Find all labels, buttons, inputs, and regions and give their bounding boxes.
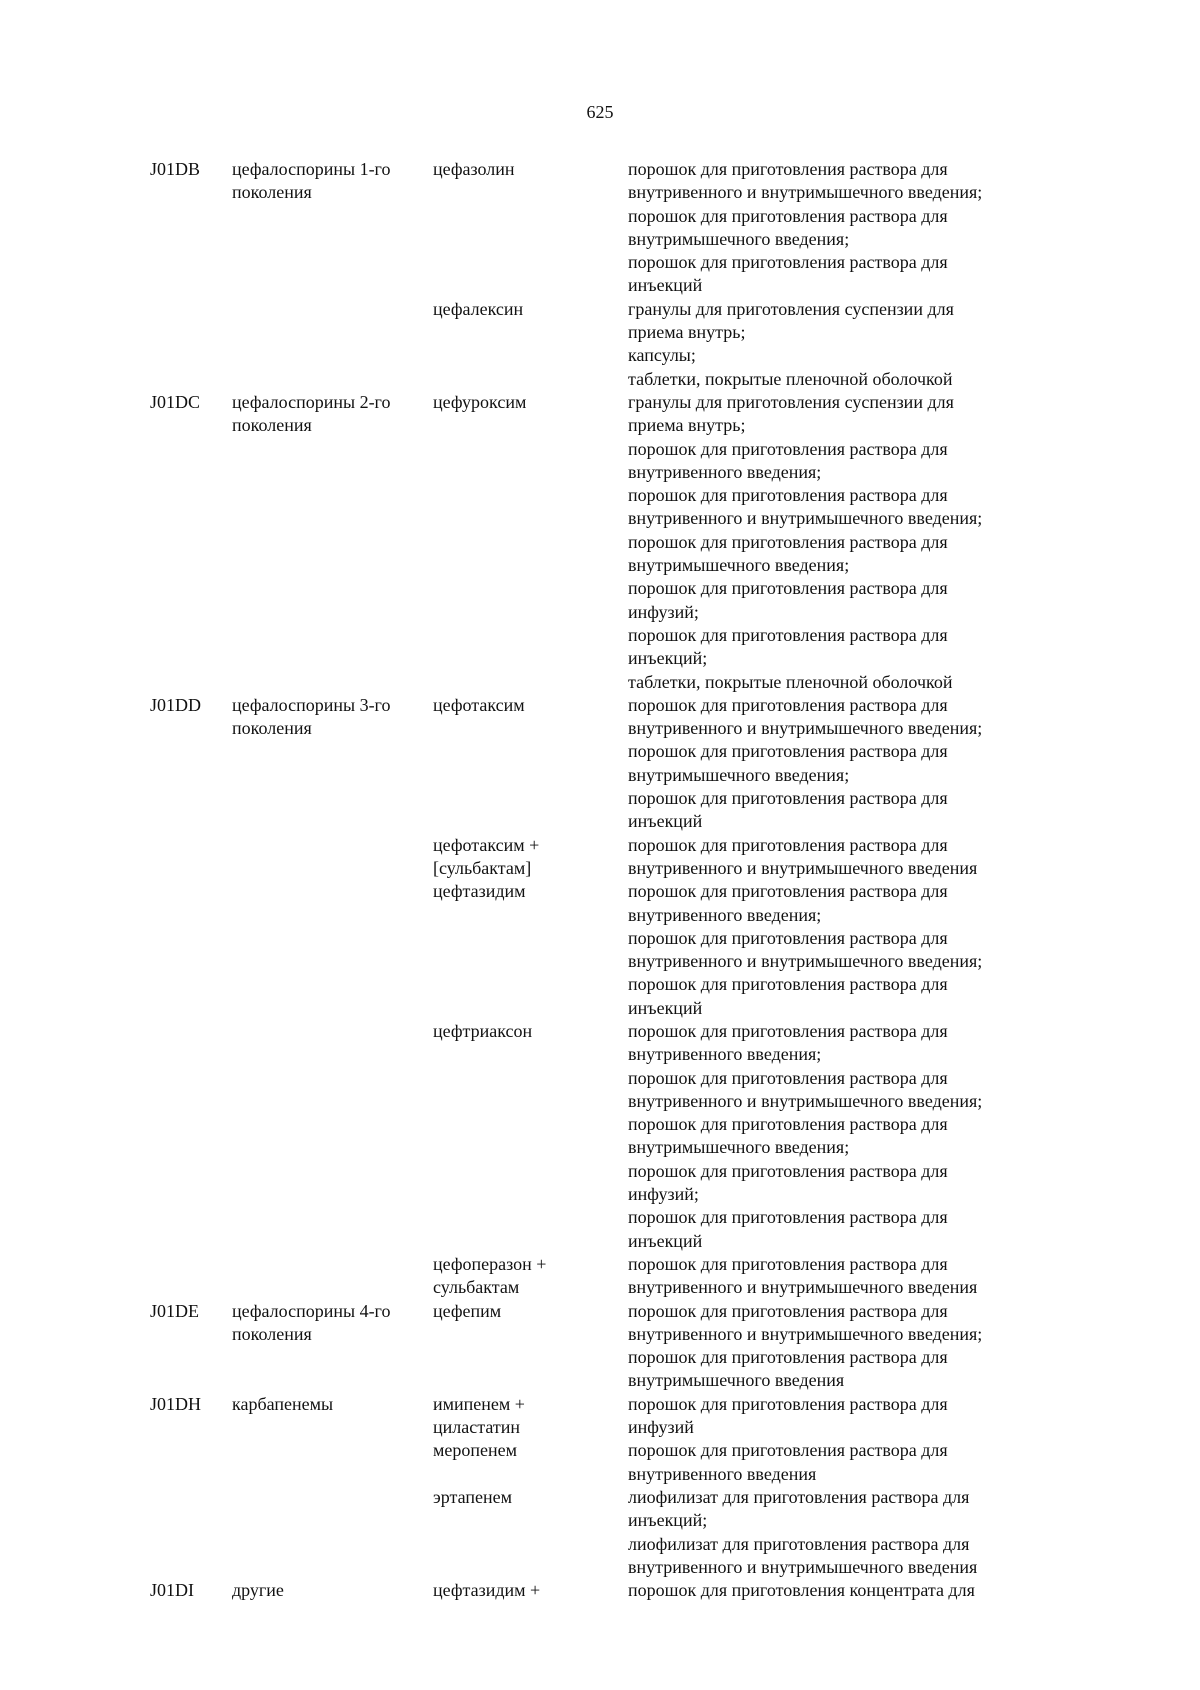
drug-name-line: цефуроксим [433,391,527,412]
drug-name [433,694,628,834]
class-line: другие [232,1580,284,1601]
drug-name-line: цефотаксим + [433,834,540,855]
drug-name-line: цефтазидим [433,881,526,902]
dosage-form-line: внутривенного введения; [628,1044,822,1065]
drug-table [150,158,1050,1602]
dosage-forms [628,1253,1050,1300]
dosage-form-line: внутривенного и внутримышечного введения; [628,1323,983,1344]
dosage-forms [628,1020,1050,1253]
class-line: цефалоспорины 3-го [232,694,391,715]
dosage-forms [628,1439,1050,1486]
dosage-form-line: порошок для приготовления раствора для [628,485,948,506]
dosage-form-line: внутривенного и внутримышечного введения; [628,1090,983,1111]
drug-name-line: [сульбактам] [433,857,532,878]
dosage-form-line: порошок для приготовления раствора для [628,1114,948,1135]
dosage-form-line: внутримышечного введения; [628,228,850,249]
drug-name-line: меропенем [433,1440,518,1461]
drug-row [433,391,1050,694]
dosage-form-line: лиофилизат для приготовления раствора для [628,1533,970,1554]
dosage-form-line: лиофилизат для приготовления раствора для [628,1486,970,1507]
dosage-form-line: внутривенного и внутримышечного введения [628,857,978,878]
class-line: цефалоспорины 1-го [232,159,391,179]
dosage-form-line: приема внутрь; [628,415,746,436]
atc-group [150,158,1050,391]
drug-name [433,880,628,1020]
drug-name-line: цефтриаксон [433,1020,533,1041]
class-line: цефалоспорины 4-го [232,1300,391,1321]
dosage-form-line: внутримышечного введения; [628,555,850,576]
dosage-form-line: порошок для приготовления раствора для [628,927,948,948]
drug-name [433,1439,628,1486]
dosage-form-line: внутривенного и внутримышечного введения; [628,508,983,529]
drug-row [433,1393,1050,1440]
drug-name-line: имипенем + [433,1393,525,1414]
drug-row [433,834,1050,881]
atc-group [150,1579,1050,1602]
therapeutic-class [232,391,422,438]
dosage-form-line: порошок для приготовления раствора для [628,1347,948,1368]
drug-row [433,1253,1050,1300]
therapeutic-class [232,694,422,741]
dosage-form-line: порошок для приготовления раствора для [628,1393,948,1414]
therapeutic-class [232,1579,422,1602]
dosage-form-line: инъекций; [628,1510,708,1531]
dosage-form-line: инъекций [628,1230,703,1251]
drug-name-line: цефепим [433,1300,502,1321]
dosage-forms [628,1393,1050,1440]
dosage-form-line: порошок для приготовления концентрата для [628,1580,975,1601]
dosage-form-line: порошок для приготовления раствора для [628,788,948,809]
drug-name-line: эртапенем [433,1486,512,1507]
drug-row [433,694,1050,834]
therapeutic-class [232,1393,422,1416]
drug-name-line: циластатин [433,1417,520,1438]
dosage-forms [628,694,1050,834]
dosage-form-line: порошок для приготовления раствора для [628,1440,948,1461]
drug-name-line: цефазолин [433,159,515,179]
dosage-form-line: таблетки, покрытые пленочной оболочкой [628,368,953,389]
drug-name-line: цефалексин [433,298,524,319]
dosage-form-line: инфузий; [628,1184,699,1205]
dosage-form-line: внутривенного введения; [628,904,822,925]
dosage-forms [628,1579,1050,1602]
dosage-form-line: капсулы; [628,345,696,366]
dosage-form-line: гранулы для приготовления суспензии для [628,298,954,319]
dosage-form-line: порошок для приготовления раствора для [628,252,948,273]
dosage-form-line: внутривенного и внутримышечного введения; [628,718,983,739]
dosage-form-line: инъекций [628,275,703,296]
atc-code: J01DC [150,391,201,412]
drug-name [433,298,628,391]
dosage-form-line: порошок для приготовления раствора для [628,159,948,179]
class-line: цефалоспорины 2-го [232,391,391,412]
drug-name [433,391,628,694]
dosage-forms [628,880,1050,1020]
dosage-form-line: порошок для приготовления раствора для [628,1067,948,1088]
dosage-forms [628,158,1050,298]
dosage-form-line: порошок для приготовления раствора для [628,438,948,459]
drug-row [433,1439,1050,1486]
dosage-form-line: инфузий; [628,601,699,622]
atc-group [150,1393,1050,1579]
drug-row [433,1579,1050,1602]
class-line: поколения [232,1323,312,1344]
drug-name-line: цефоперазон + [433,1253,547,1274]
dosage-form-line: внутривенного введения [628,1463,817,1484]
dosage-form-line: порошок для приготовления раствора для [628,974,948,995]
dosage-form-line: внутримышечного введения; [628,764,850,785]
atc-code: J01DE [150,1300,199,1321]
atc-code: J01DH [150,1393,202,1414]
drug-name [433,1486,628,1579]
dosage-form-line: порошок для приготовления раствора для [628,578,948,599]
dosage-forms [628,1486,1050,1579]
dosage-form-line: внутривенного и внутримышечного введения; [628,951,983,972]
atc-group [150,694,1050,1300]
dosage-form-line: внутримышечного введения; [628,1137,850,1158]
drug-row [433,880,1050,1020]
class-line: карбапенемы [232,1393,334,1414]
drug-row [433,1300,1050,1393]
dosage-forms [628,834,1050,881]
therapeutic-class [232,158,422,205]
dosage-form-line: порошок для приготовления раствора для [628,1020,948,1041]
drug-name-line: цефтазидим + [433,1580,541,1601]
atc-group [150,1300,1050,1393]
drug-name [433,834,628,881]
atc-code: J01DD [150,694,202,715]
dosage-form-line: внутривенного и внутримышечного введения [628,1556,978,1577]
dosage-form-line: инъекций [628,997,703,1018]
drug-row [433,1020,1050,1253]
dosage-forms [628,391,1050,694]
dosage-form-line: порошок для приготовления раствора для [628,834,948,855]
dosage-form-line: порошок для приготовления раствора для [628,531,948,552]
dosage-form-line: порошок для приготовления раствора для [628,1160,948,1181]
dosage-form-line: инъекций [628,811,703,832]
dosage-form-line: таблетки, покрытые пленочной оболочкой [628,671,953,692]
dosage-forms [628,1300,1050,1393]
drug-name [433,1253,628,1300]
dosage-form-line: порошок для приготовления раствора для [628,1300,948,1321]
drug-name-line: сульбактам [433,1277,520,1298]
dosage-form-line: внутривенного введения; [628,461,822,482]
dosage-form-line: порошок для приготовления раствора для [628,741,948,762]
class-line: поколения [232,718,312,739]
dosage-form-line: порошок для приготовления раствора для [628,624,948,645]
dosage-form-line: внутривенного и внутримышечного введения [628,1277,978,1298]
drug-row [433,1486,1050,1579]
dosage-form-line: порошок для приготовления раствора для [628,1253,948,1274]
dosage-form-line: порошок для приготовления раствора для [628,1207,948,1228]
atc-code: J01DI [150,1580,194,1601]
dosage-form-line: порошок для приготовления раствора для [628,694,948,715]
drug-name [433,1579,628,1602]
page-number: 625 [586,102,614,122]
atc-group [150,391,1050,694]
drug-name-line: цефотаксим [433,694,525,715]
drug-name [433,1300,628,1393]
class-line: поколения [232,415,312,436]
dosage-forms [628,298,1050,391]
drug-name [433,1393,628,1440]
drug-name [433,1020,628,1253]
dosage-form-line: гранулы для приготовления суспензии для [628,391,954,412]
therapeutic-class [232,1300,422,1347]
drug-row [433,158,1050,298]
drug-row [433,298,1050,391]
dosage-form-line: порошок для приготовления раствора для [628,881,948,902]
atc-code: J01DB [150,159,201,179]
dosage-form-line: порошок для приготовления раствора для [628,205,948,226]
dosage-form-line: внутримышечного введения [628,1370,845,1391]
class-line: поколения [232,182,312,203]
dosage-form-line: внутривенного и внутримышечного введения; [628,182,983,203]
dosage-form-line: приема внутрь; [628,322,746,343]
dosage-form-line: инфузий [628,1417,694,1438]
dosage-form-line: инъекций; [628,648,708,669]
drug-name [433,158,628,298]
